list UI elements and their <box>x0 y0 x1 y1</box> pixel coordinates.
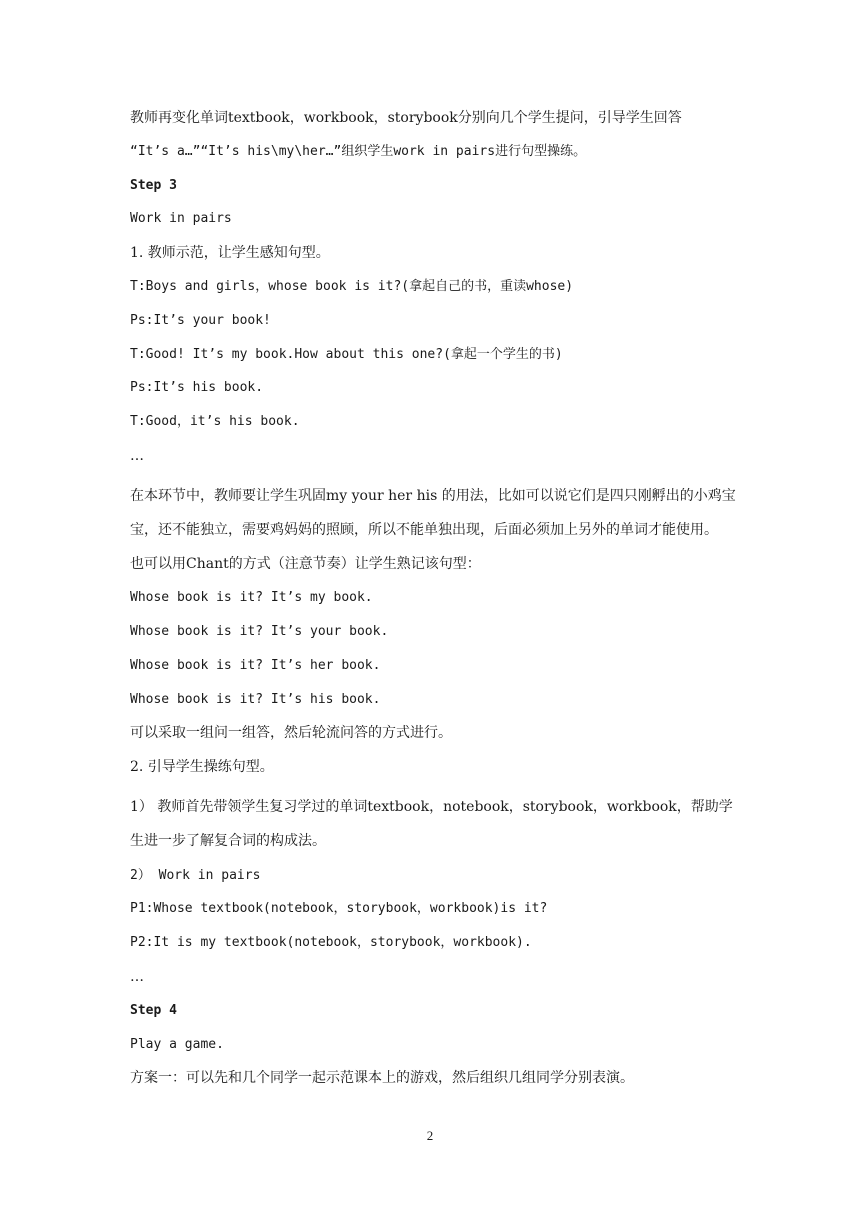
paragraph: Work in pairs <box>130 211 232 227</box>
chant-line: Whose book is it? It’s her book. <box>130 657 381 673</box>
document-body <box>130 108 740 1102</box>
paragraph: 也可以用Chant的方式（注意节奏）让学生熟记该句型： <box>130 556 481 573</box>
paragraph: 1. 教师示范，让学生感知句型。 <box>130 245 330 262</box>
step-heading: Step 3 <box>130 177 177 193</box>
ellipsis-line: … <box>130 447 144 464</box>
dialogue-line: Ps:It’s his book. <box>130 380 264 396</box>
page-number: 2 <box>426 1128 434 1143</box>
paragraph: “It’s a…”“It’s his\my\her…”组织学生work in pairs进行句型操练。 <box>130 143 587 159</box>
chant-line: Whose book is it? It’s his book. <box>130 691 381 707</box>
dialogue-line: T:Good! It’s my book.How about this one?(拿起一个学生的书) <box>130 346 563 362</box>
dialogue-line: P2:It is my textbook(notebook，storybook，workbook). <box>130 935 532 951</box>
paragraph: Play a game. <box>130 1036 224 1052</box>
dialogue-line: Ps:It’s your book! <box>130 312 271 328</box>
paragraph: 可以采取一组问一组答，然后轮流问答的方式进行。 <box>130 725 452 742</box>
paragraph: 1） 教师首先带领学生复习学过的单词textbook，notebook，storybook，workbook，帮助学生进一步了解复合词的构成法。 <box>130 798 733 849</box>
chant-line: Whose book is it? It’s my book. <box>130 590 373 606</box>
paragraph: 在本环节中，教师要让学生巩固my your her his 的用法，比如可以说它们是四只刚孵出的小鸡宝宝，还不能独立，需要鸡妈妈的照顾，所以不能单独出现，后面必须加上另外的单词才能使用。 <box>130 487 736 538</box>
dialogue-line: P1:Whose textbook(notebook，storybook，workbook)is it? <box>130 901 548 917</box>
paragraph: 方案一：可以先和几个同学一起示范课本上的游戏，然后组织几组同学分别表演。 <box>130 1070 634 1087</box>
ellipsis-line: … <box>130 968 144 985</box>
step-heading: Step 4 <box>130 1002 177 1018</box>
paragraph: 2. 引导学生操练句型。 <box>130 759 274 776</box>
paragraph: 2） Work in pairs <box>130 867 261 883</box>
dialogue-line: T:Good，it’s his book. <box>130 414 300 430</box>
paragraph: 教师再变化单词textbook，workbook，storybook分别向几个学生提问，引导学生回答 <box>130 110 682 126</box>
chant-line: Whose book is it? It’s your book. <box>130 623 389 639</box>
dialogue-line: T:Boys and girls，whose book is it?(拿起自己的书，重读whose) <box>130 278 574 294</box>
